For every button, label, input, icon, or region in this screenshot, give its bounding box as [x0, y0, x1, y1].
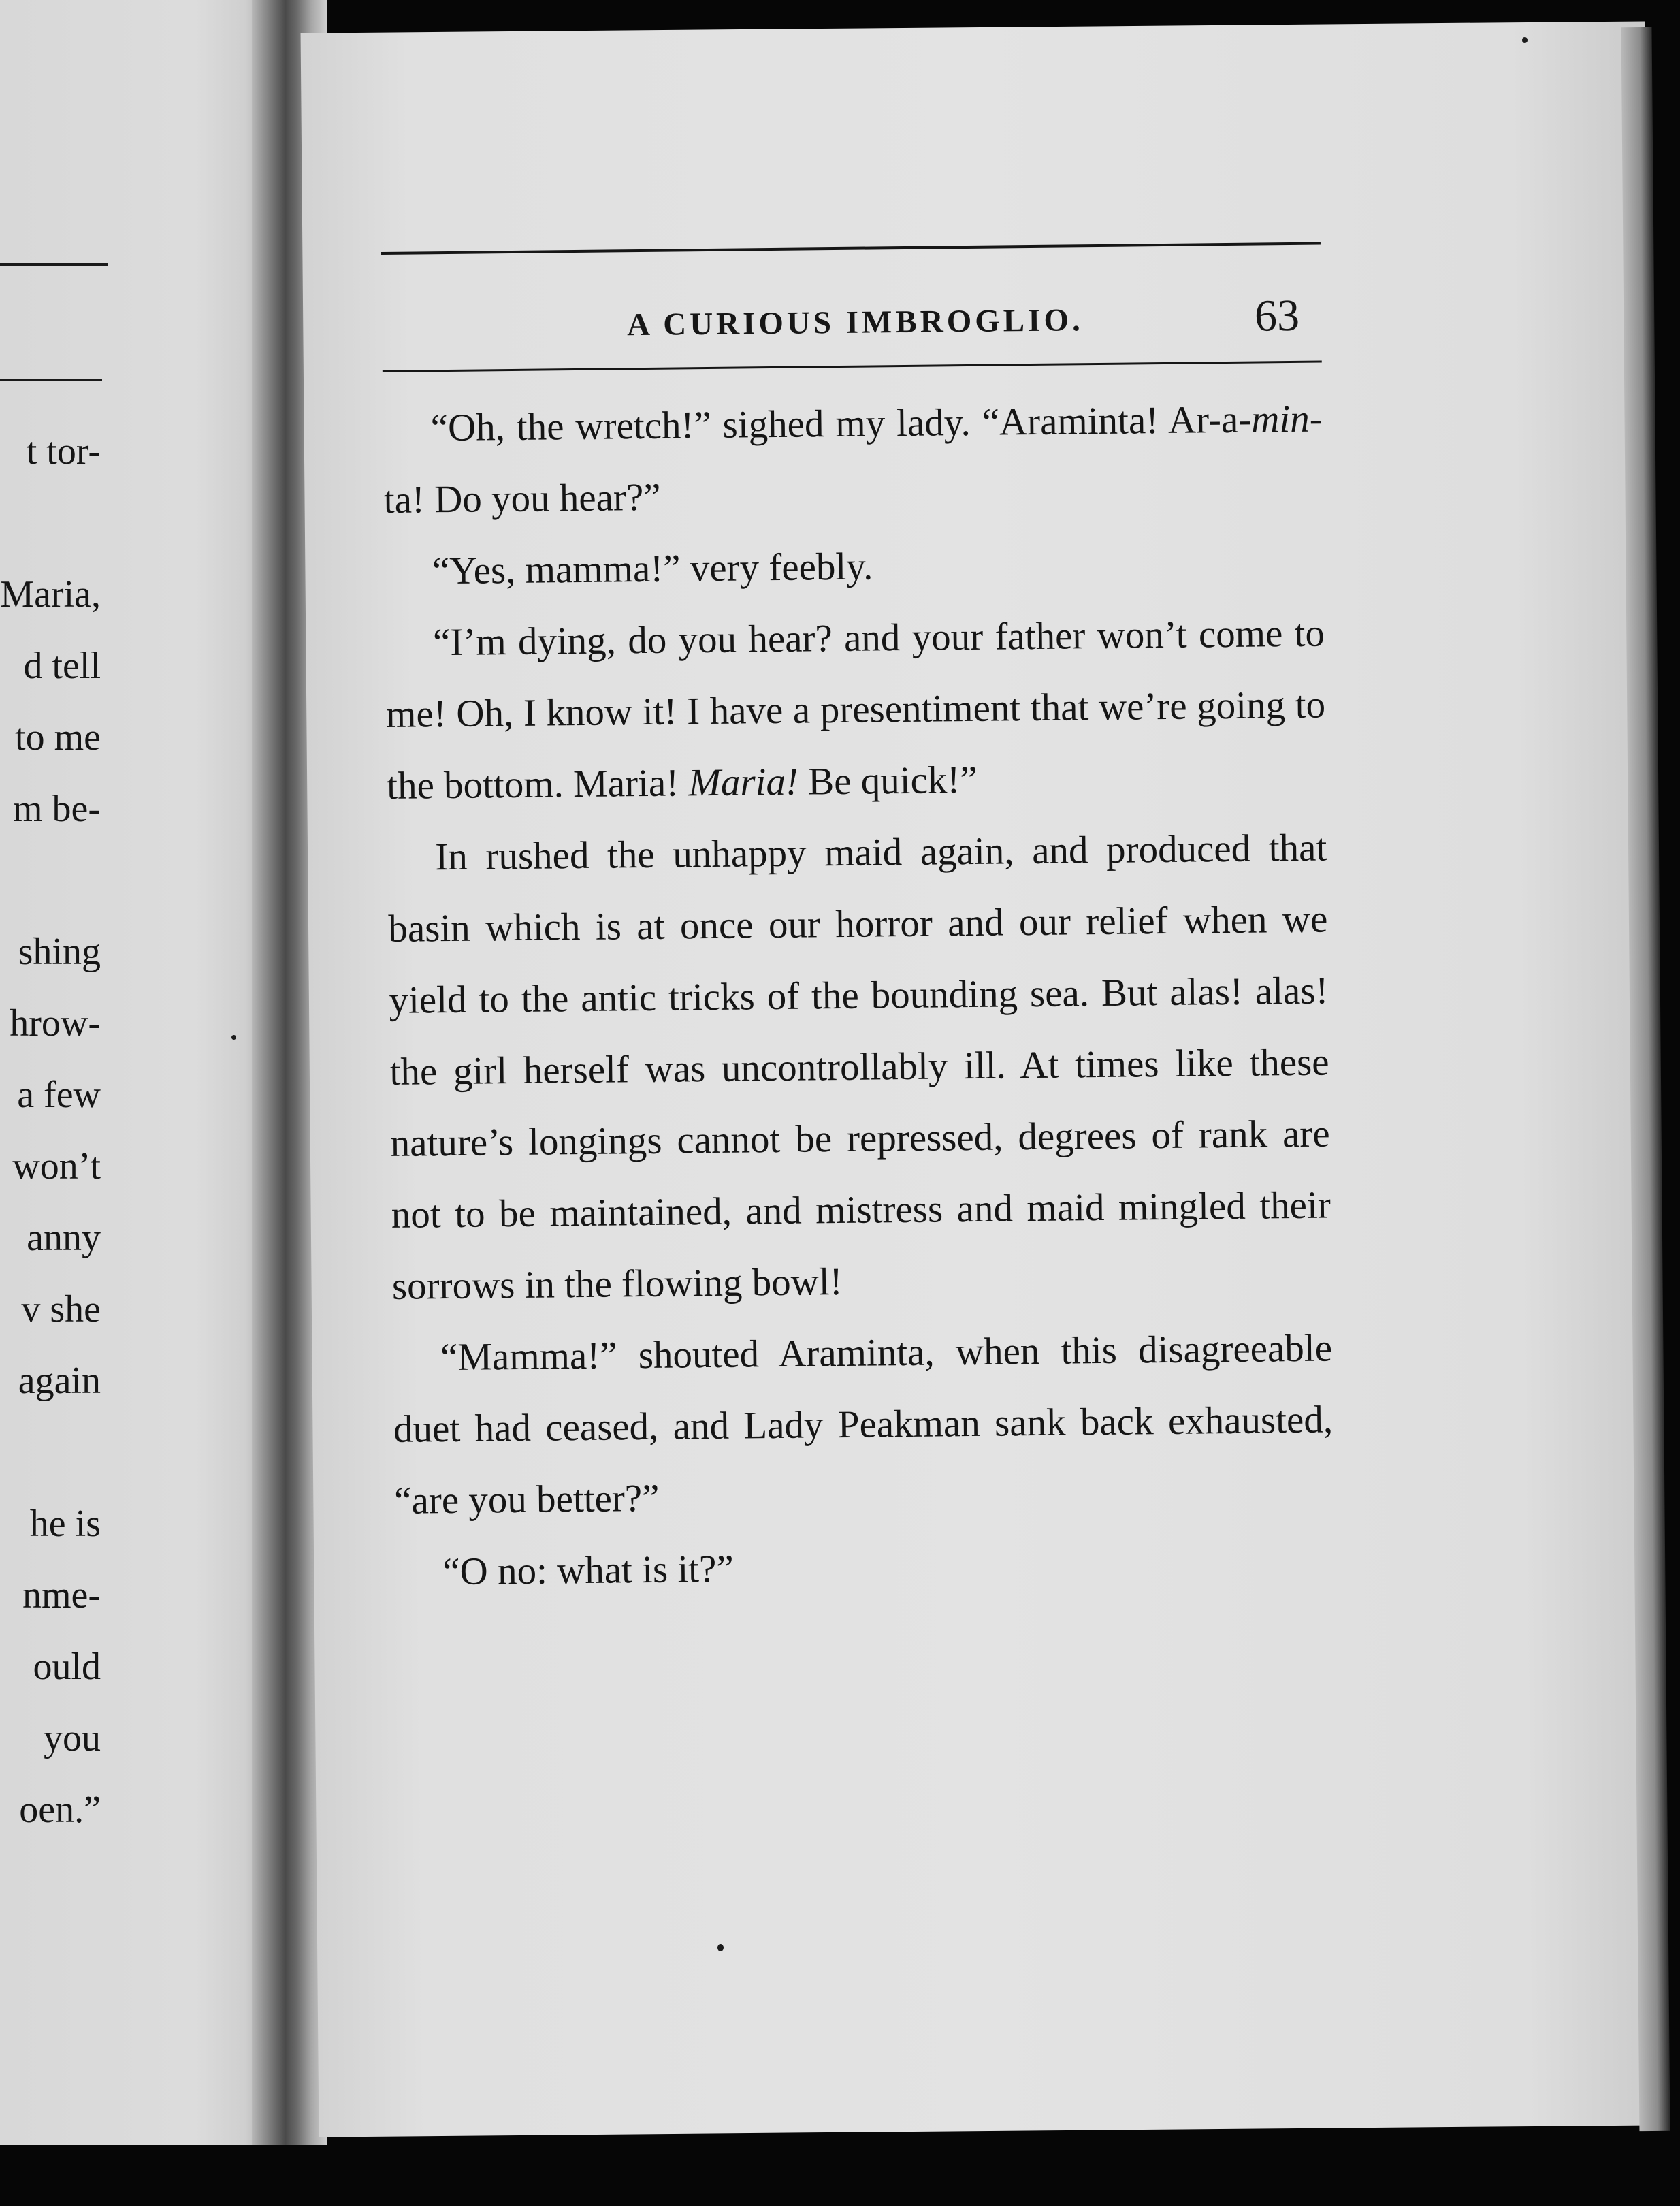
text-run: “Mamma!” shouted Araminta, when this disagreeable duet had ceased, and Lady Peakman sank back exhausted, “are you better?”: [393, 1326, 1334, 1522]
paragraph: [383, 383, 1323, 536]
body-text: [383, 383, 1335, 1608]
left-page-line: ould: [33, 1646, 101, 1688]
text-run: “O no: what is it?”: [442, 1547, 734, 1594]
left-page-line: he is: [29, 1503, 101, 1545]
paragraph: [385, 598, 1326, 822]
text-run: -ta! Do you hear?”: [383, 397, 1323, 522]
page-content: [381, 242, 1389, 1608]
left-page-line: m be-: [12, 788, 101, 830]
left-page-line: oen.”: [19, 1789, 101, 1831]
text-run: In rushed the unhappy maid again, and produced that basin which is at once our horror and our relief when we yield to the antic tricks of the bounding sea. But alas! alas! the girl herself was uncontrollably ill. At times like these nature’s longings cannot be repressed, degrees of rank are not to be maintained, and mistress and maid mingled their sorrows in the flowing bowl!: [388, 826, 1331, 1308]
left-page-line: hrow-: [10, 1002, 101, 1044]
paragraph: [387, 812, 1332, 1322]
left-page-line: anny: [27, 1217, 101, 1259]
scan-speck: [231, 1035, 236, 1040]
paragraph: [384, 526, 1324, 607]
left-header-rule-top: [0, 263, 108, 266]
running-head: [381, 244, 1376, 370]
left-page-line: again: [18, 1360, 101, 1402]
left-page-line: d tell: [23, 645, 101, 687]
scan-speck: [1522, 37, 1528, 43]
left-page-line: you: [44, 1717, 101, 1759]
running-title: A CURIOUS IMBROGLIO.: [626, 302, 1084, 343]
italic-text: min: [1250, 397, 1310, 441]
left-page-line: to me: [15, 716, 101, 758]
left-page-line: nme-: [22, 1574, 101, 1616]
text-run: Be quick!”: [798, 758, 978, 803]
left-page-line: a few: [17, 1074, 101, 1116]
left-page-line: t tor-: [26, 430, 101, 473]
left-page-line: v she: [21, 1288, 101, 1330]
left-page-line: Maria,: [0, 573, 101, 616]
left-page-line: shing: [18, 931, 101, 973]
paragraph: [392, 1312, 1334, 1536]
text-run: “I’m dying, do you hear? and your father won’t come to me! Oh, I know it! I have a presentiment that we’re going to the bottom. Maria!: [385, 611, 1326, 808]
page-number: 63: [1254, 290, 1300, 341]
italic-text: Maria!: [688, 760, 799, 805]
paragraph: [395, 1526, 1335, 1608]
scan-speck: [717, 1944, 724, 1951]
left-page-line: won’t: [12, 1145, 101, 1187]
left-header-rule-bottom: [0, 379, 102, 381]
text-run: “Yes, mamma!” very feebly.: [432, 545, 873, 593]
text-run: “Oh, the wretch!” sighed my lady. “Araminta! Ar-a-: [430, 398, 1252, 450]
